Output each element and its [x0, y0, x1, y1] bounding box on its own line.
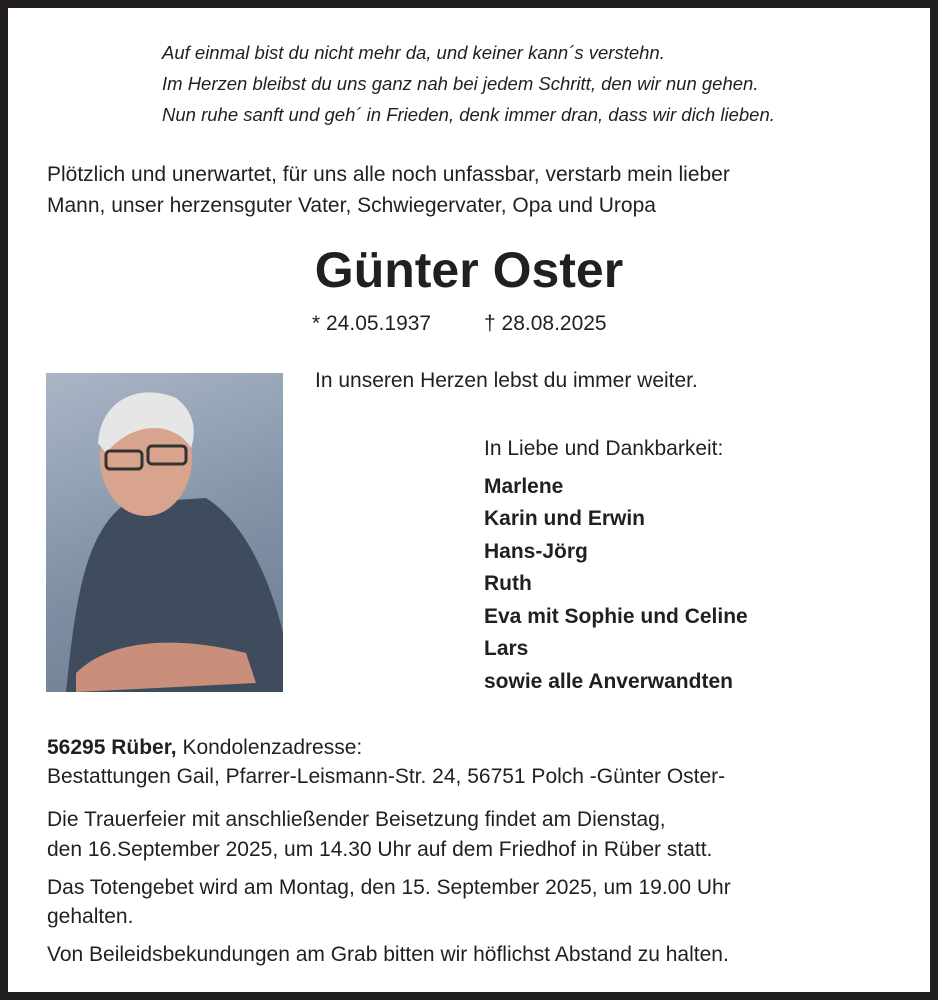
poem-line: Auf einmal bist du nicht mehr da, und keiner kann´s verstehn.: [162, 42, 665, 63]
motto: In unseren Herzen lebst du immer weiter.: [315, 369, 698, 392]
poem-line: Nun ruhe sanft und geh´ in Frieden, denk immer dran, dass wir dich lieben.: [162, 104, 775, 125]
prayer-info: gehalten.: [47, 905, 134, 928]
place: 56295 Rüber,: [47, 736, 177, 759]
place-line: [47, 735, 362, 761]
funeral-info: Die Trauerfeier mit anschließender Beisetzung findet am Dienstag,: [47, 808, 666, 831]
condolence-label: Kondolenzadresse:: [182, 736, 363, 759]
thanks-label: In Liebe und Dankbarkeit:: [484, 437, 724, 460]
condolence-address: Bestattungen Gail, Pfarrer-Leismann-Str. 24, 56751 Polch -Günter Oster-: [47, 765, 726, 788]
mourner: Eva mit Sophie und Celine: [484, 605, 748, 628]
closing-note: Von Beileidsbekundungen am Grab bitten wir höflichst Abstand zu halten.: [47, 943, 729, 966]
portrait-photo: [46, 373, 283, 692]
deceased-name: Günter Oster: [314, 242, 624, 298]
mourner: Ruth: [484, 572, 532, 595]
intro-line: Mann, unser herzensguter Vater, Schwiegervater, Opa und Uropa: [47, 194, 656, 217]
death-date: † 28.08.2025: [484, 312, 607, 335]
mourner: Karin und Erwin: [484, 507, 646, 530]
obituary-notice: [8, 8, 930, 992]
mourner: Lars: [484, 637, 529, 660]
birth-date: * 24.05.1937: [312, 312, 432, 335]
intro-line: Plötzlich und unerwartet, für uns alle noch unfassbar, verstarb mein lieber: [47, 163, 730, 186]
mourner: Marlene: [484, 475, 564, 498]
poem-line: Im Herzen bleibst du uns ganz nah bei jedem Schritt, den wir nun gehen.: [162, 73, 759, 94]
prayer-info: Das Totengebet wird am Montag, den 15. September 2025, um 19.00 Uhr: [47, 876, 731, 899]
mourner: Hans-Jörg: [484, 540, 588, 563]
funeral-info: den 16.September 2025, um 14.30 Uhr auf dem Friedhof in Rüber statt.: [47, 838, 713, 861]
mourner: sowie alle Anverwandten: [484, 670, 733, 693]
